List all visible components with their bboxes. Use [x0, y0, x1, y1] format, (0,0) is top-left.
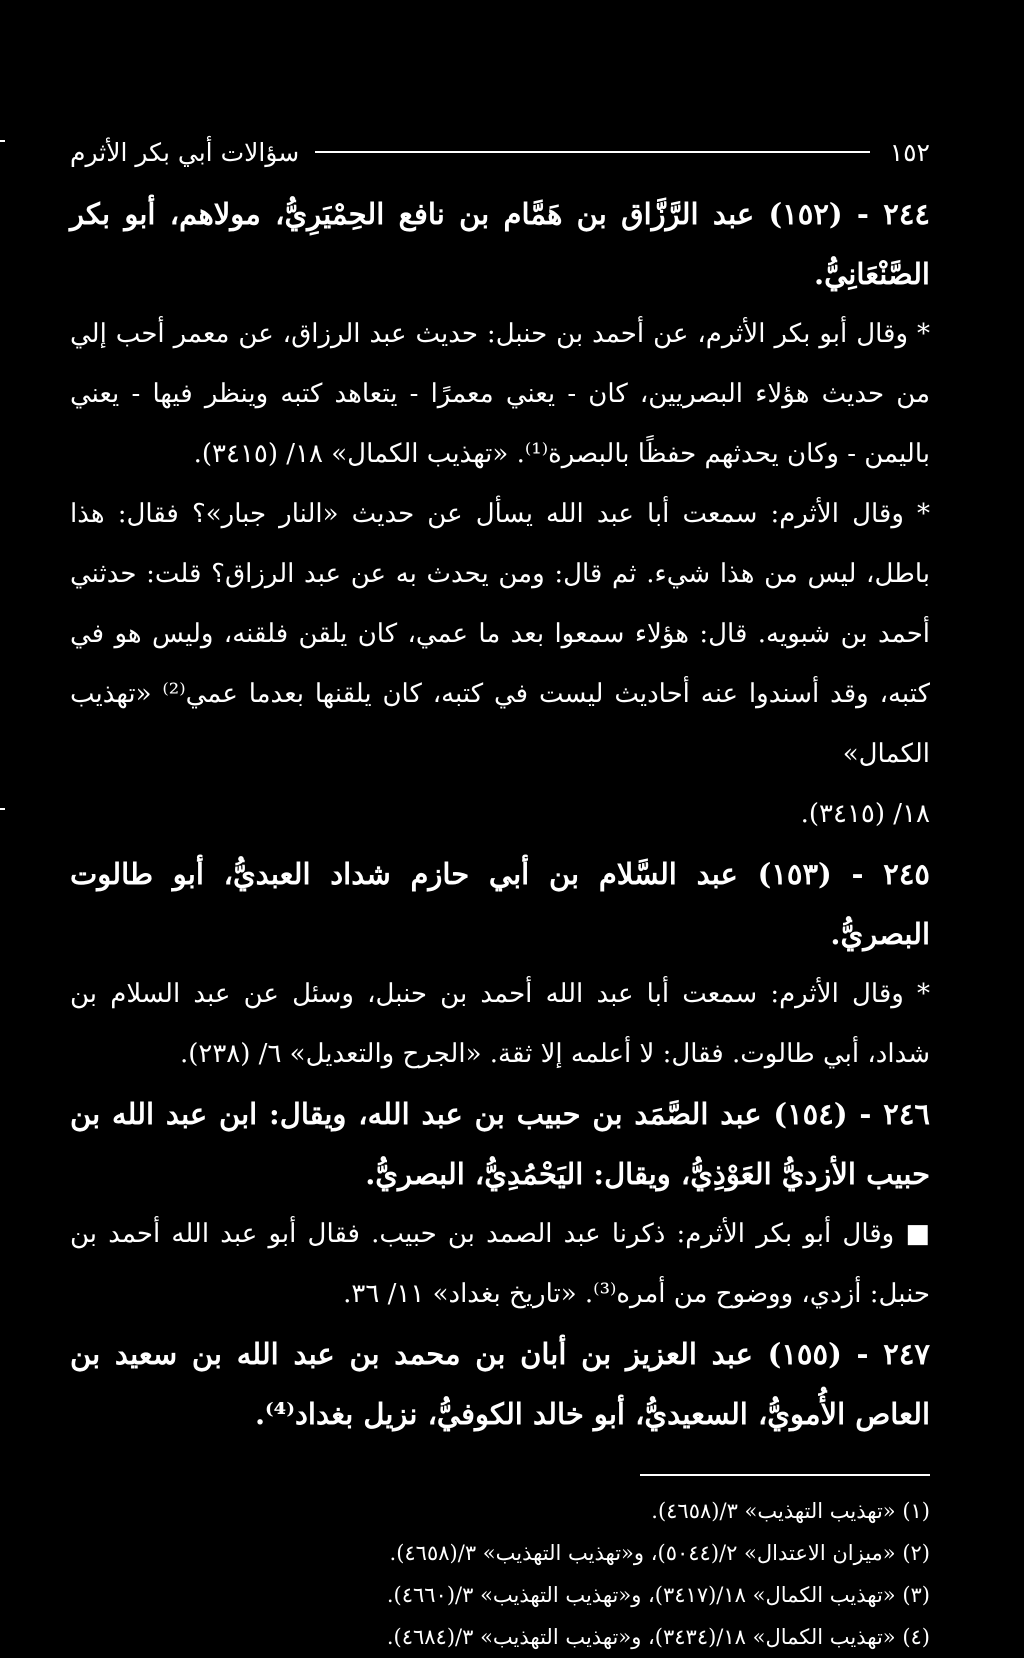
book-title: سؤالات أبي بكر الأثرم — [70, 137, 300, 167]
margin-mark-bottom — [0, 808, 5, 810]
paragraph-athram-on-abdurrazzaq: * وقال أبو بكر الأثرم، عن أحمد بن حنبل: حديث عبد الرزاق، عن معمر أحب إلي من حديث هؤلاء البصريين، كان - يعني معمرًا - يتعاهد كتبه وينظر فيها - يعني باليمن - وكان يحدثهم حفظًا بالبصرة⁽¹⁾. «تهذيب الكمال» ١٨/ (٣٤١٥). — [70, 319, 930, 469]
paragraph-abu-talut: * وقال الأثرم: سمعت أبا عبد الله أحمد بن حنبل، وسئل عن عبد السلام بن شداد، أبي طالوت. فقال: لا أعلمه إلا ثقة. «الجرح والتعديل» ٦/ (٢٣٨). — [70, 979, 930, 1069]
entry-244-heading: ٢٤٤ - (١٥٢) عبد الرَّزَّاق بن هَمَّام بن نافع الحِمْيَرِيُّ، مولاهم، أبو بكر الصَّنْعَانِيُّ. — [70, 197, 930, 291]
entry-246-heading: ٢٤٦ - (١٥٤) عبد الصَّمَد بن حبيب بن عبد الله، ويقال: ابن عبد الله بن حبيب الأزديُّ العَوْذِيُّ، ويقال: اليَحْمُدِيُّ، البصريُّ. — [70, 1097, 930, 1191]
footnote-2: (٢) «ميزان الاعتدال» ٢/(٥٠٤٤)، و«تهذيب التهذيب» ٣/(٤٦٥٨). — [389, 1541, 930, 1565]
paragraph-nar-jubar-hadith: * وقال الأثرم: سمعت أبا عبد الله يسأل عن حديث «النار جبار»؟ فقال: هذا باطل، ليس من هذا شيء. ثم قال: ومن يحدث به عن عبد الرزاق؟ قلت: حدثني أحمد بن شبويه. قال: هؤلاء سمعوا بعد ما عمي، كان يلقن فلقنه، وليس هو في كتبه، وقد أسندوا عنه أحاديث ليست في كتبه، كان يلقنها بعدما عمي⁽²⁾ «تهذيب الكمال» — [70, 499, 930, 769]
entry-247-heading: ٢٤٧ - (١٥٥) عبد العزيز بن أبان بن محمد بن عبد الله بن سعيد بن العاص الأُمويُّ، السعيديُّ، أبو خالد الكوفيُّ، نزيل بغداد⁽⁴⁾. — [70, 1337, 930, 1431]
footnote-1: (١) «تهذيب التهذيب» ٣/(٤٦٥٨). — [651, 1499, 930, 1523]
footnote-4: (٤) «تهذيب الكمال» ١٨/(٣٤٣٤)، و«تهذيب التهذيب» ٣/(٤٦٨٤). — [386, 1625, 930, 1649]
entry-245-heading: ٢٤٥ - (١٥٣) عبد السَّلام بن أبي حازم شداد العبديُّ، أبو طالوت البصريُّ. — [70, 857, 930, 951]
book-page — [70, 130, 930, 1658]
running-header — [70, 130, 930, 174]
footnote-3: (٣) «تهذيب الكمال» ١٨/(٣٤١٧)، و«تهذيب التهذيب» ٣/(٤٦٦٠). — [386, 1583, 930, 1607]
paragraph-citation-continuation: ١٨/ (٣٤١٥). — [800, 799, 930, 829]
page-content — [70, 184, 930, 1444]
page-number: ١٥٢ — [889, 137, 930, 167]
paragraph-abdussamad: ■ وقال أبو بكر الأثرم: ذكرنا عبد الصمد بن حبيب. فقال أبو عبد الله أحمد بن حنبل: أزدي، ووضوح من أمره⁽³⁾. «تاريخ بغداد» ١١/ ٣٦. — [70, 1219, 930, 1309]
footnote-rule — [640, 1474, 930, 1476]
header-rule — [315, 151, 870, 153]
margin-mark-top — [0, 140, 5, 142]
